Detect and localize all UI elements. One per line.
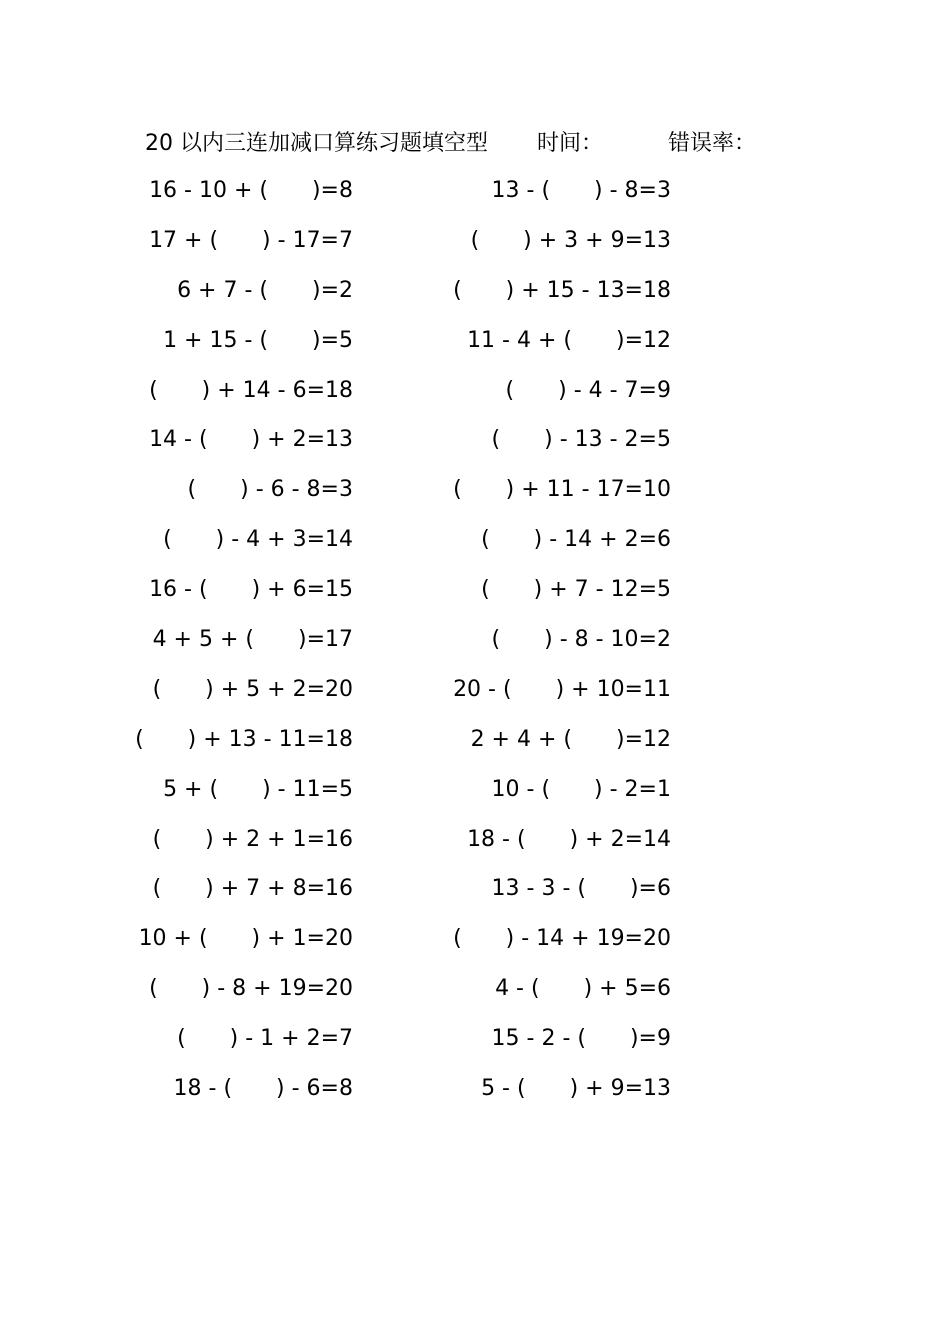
problem-row [0,220,950,270]
problem-left: ( ) + 5 + 2=20 [152,676,353,702]
error-rate-label: 错误率： [668,131,757,156]
problem-row [0,370,950,420]
problem-row [0,719,950,769]
problem-row [0,669,950,719]
problem-list [0,170,950,1118]
problem-row [0,819,950,869]
problem-row [0,918,950,968]
problem-right: 5 - ( ) + 9=13 [481,1076,671,1102]
problem-row [0,419,950,469]
problem-left: ( ) + 2 + 1=16 [152,826,353,852]
problem-left: ( ) - 4 + 3=14 [163,527,353,553]
problem-right: ( ) - 8 - 10=2 [491,627,671,653]
problem-row [0,469,950,519]
problem-left: ( ) - 8 + 19=20 [149,976,353,1002]
time-label: 时间： [537,131,604,156]
problem-left: 14 - ( ) + 2=13 [149,427,353,453]
problem-right: ( ) - 13 - 2=5 [491,427,671,453]
problem-right: ( ) - 14 + 2=6 [481,527,671,553]
problem-right: ( ) + 11 - 17=10 [453,477,671,503]
problem-right: 13 - 3 - ( )=6 [491,876,671,902]
problem-left: 4 + 5 + ( )=17 [152,627,353,653]
problem-right: ( ) + 3 + 9=13 [470,227,671,253]
problem-left: 16 - ( ) + 6=15 [149,577,353,603]
problem-left: ( ) + 14 - 6=18 [149,377,353,403]
problem-right: ( ) - 14 + 19=20 [453,926,671,952]
problem-right: 2 + 4 + ( )=12 [470,726,671,752]
problem-left: 1 + 15 - ( )=5 [163,327,353,353]
problem-right: 15 - 2 - ( )=9 [491,1026,671,1052]
problem-right: 13 - ( ) - 8=3 [491,178,671,203]
problem-row [0,1018,950,1068]
problem-left: 16 - 10 + ( )=8 [149,178,353,203]
problem-left: 10 + ( ) + 1=20 [138,926,353,952]
problem-row [0,569,950,619]
problem-left: 17 + ( ) - 17=7 [149,227,353,253]
problem-left: 18 - ( ) - 6=8 [173,1076,353,1102]
problem-right: ( ) + 15 - 13=18 [453,277,671,303]
problem-row [0,769,950,819]
worksheet-header [0,124,950,164]
problem-right: ( ) - 4 - 7=9 [505,377,671,403]
problem-row [0,170,950,220]
problem-left: ( ) + 7 + 8=16 [152,876,353,902]
problem-right: 11 - 4 + ( )=12 [467,327,671,353]
problem-left: ( ) - 6 - 8=3 [187,477,353,503]
problem-right: 18 - ( ) + 2=14 [467,826,671,852]
problem-row [0,270,950,320]
problem-left: 5 + ( ) - 11=5 [163,776,353,802]
problem-right: 20 - ( ) + 10=11 [453,676,671,702]
problem-row [0,1068,950,1118]
problem-right: ( ) + 7 - 12=5 [481,577,671,603]
problem-left: 6 + 7 - ( )=2 [177,277,353,303]
problem-row [0,619,950,669]
problem-row [0,868,950,918]
problem-left: ( ) - 1 + 2=7 [177,1026,353,1052]
problem-right: 10 - ( ) - 2=1 [491,776,671,802]
problem-row [0,320,950,370]
problem-right: 4 - ( ) + 5=6 [495,976,671,1002]
problem-row [0,519,950,569]
worksheet-title: 20 以内三连加减口算练习题填空型 [145,131,488,156]
problem-row [0,968,950,1018]
problem-left: ( ) + 13 - 11=18 [135,726,353,752]
